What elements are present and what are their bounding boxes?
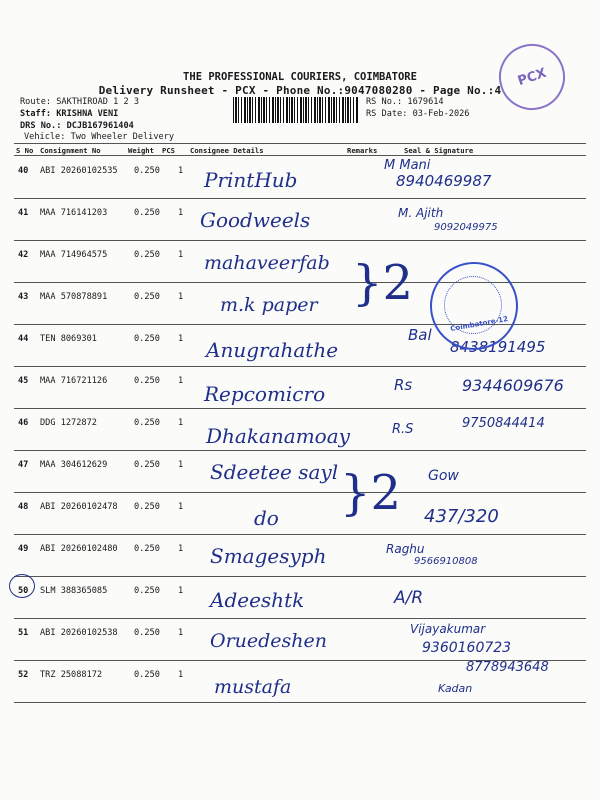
row-consignee: Oruedeshen — [210, 630, 328, 652]
route-label: Route: SAKTHIROAD 1 2 3 — [20, 97, 139, 107]
row-divider — [14, 366, 586, 367]
brace-mark: }2 — [340, 465, 402, 521]
col-consignment: Consignment No — [40, 146, 101, 155]
row-phone: 8940469987 — [396, 172, 492, 190]
row-phone: 9344609676 — [462, 376, 564, 395]
row-signature: Bal — [408, 326, 432, 344]
row-sno: 47 — [18, 460, 29, 470]
row-sno: 49 — [18, 544, 29, 554]
row-weight: 0.250 — [134, 166, 160, 176]
rs-date: RS Date: 03-Feb-2026 — [366, 109, 470, 119]
table-row — [14, 660, 586, 702]
row-signature: Rs — [394, 376, 413, 394]
row-signature: Vijayakumar — [410, 622, 486, 636]
row-sno: 41 — [18, 208, 29, 218]
row-consignee: mustafa — [214, 676, 292, 698]
row-sno: 44 — [18, 334, 29, 344]
table-row — [14, 576, 586, 618]
row-weight: 0.250 — [134, 250, 160, 260]
brace-mark: }2 — [352, 255, 414, 311]
row-sno: 51 — [18, 628, 29, 638]
header-top-rule — [14, 143, 586, 144]
row-pcs: 1 — [178, 670, 184, 680]
row-sno: 52 — [18, 670, 29, 680]
row-sno: 50 — [18, 586, 29, 596]
row-consignment: MAA 716721126 — [40, 376, 108, 386]
table-row — [14, 366, 586, 408]
row-phone: 9360160723 — [422, 640, 512, 656]
row-consignee: m.k paper — [220, 294, 318, 316]
row-divider — [14, 240, 586, 241]
row-pcs: 1 — [178, 334, 184, 344]
col-pcs: PCS — [162, 146, 175, 155]
row-signature: R.S — [392, 422, 414, 437]
row-pcs: 1 — [178, 250, 184, 260]
row-weight: 0.250 — [134, 502, 160, 512]
row-consignment: MAA 716141203 — [40, 208, 108, 218]
staff-label: Staff: KRISHNA VENI — [20, 109, 119, 119]
row-signature: 8778943648 — [466, 660, 549, 675]
row-consignee: Goodweels — [200, 208, 311, 232]
row-pcs: 1 — [178, 292, 184, 302]
row-phone: 437/320 — [424, 506, 499, 527]
col-sno: S No — [16, 146, 34, 155]
table-row — [14, 450, 586, 492]
table-row — [14, 156, 586, 198]
row-consignment: MAA 304612629 — [40, 460, 108, 470]
row-weight: 0.250 — [134, 292, 160, 302]
circled-row-mark — [9, 574, 35, 598]
row-pcs: 1 — [178, 418, 184, 428]
table-row — [14, 492, 586, 534]
row-signature: M Mani — [384, 158, 431, 173]
row-phone: 9566910808 — [414, 556, 478, 567]
table-row — [14, 534, 586, 576]
round-seal-stamp — [430, 262, 518, 350]
row-signature: M. Ajith — [398, 206, 444, 220]
col-consignee: Consignee Details — [190, 146, 264, 155]
pcx-stamp: PCX — [490, 35, 573, 118]
row-weight: 0.250 — [134, 544, 160, 554]
row-consignee: do — [254, 506, 279, 530]
barcode — [233, 97, 359, 123]
row-divider — [14, 660, 586, 661]
row-divider — [14, 576, 586, 577]
row-signature: A/R — [394, 588, 424, 608]
row-signature: Raghu — [386, 542, 425, 556]
row-divider — [14, 450, 586, 451]
row-divider — [14, 198, 586, 199]
row-consignee: Dhakanamoay — [206, 424, 350, 448]
row-signature: Gow — [428, 468, 459, 484]
row-pcs: 1 — [178, 544, 184, 554]
row-consignment: TRZ 25088172 — [40, 670, 103, 680]
row-divider — [14, 618, 586, 619]
row-divider — [14, 492, 586, 493]
row-consignee: Sdeetee sayl — [210, 460, 339, 484]
row-sno: 40 — [18, 166, 29, 176]
company-title: THE PROFESSIONAL COURIERS, COIMBATORE — [183, 71, 417, 83]
row-consignee: Smagesyph — [210, 544, 327, 568]
row-consignment: DDG 1272872 — [40, 418, 97, 428]
row-consignment: ABI 20260102480 — [40, 544, 118, 554]
row-consignment: ABI 20260102538 — [40, 628, 118, 638]
row-pcs: 1 — [178, 502, 184, 512]
row-sno: 43 — [18, 292, 29, 302]
row-weight: 0.250 — [134, 334, 160, 344]
row-weight: 0.250 — [134, 586, 160, 596]
row-weight: 0.250 — [134, 628, 160, 638]
row-consignment: SLM 388365085 — [40, 586, 108, 596]
row-consignment: ABI 20260102535 — [40, 166, 118, 176]
row-weight: 0.250 — [134, 376, 160, 386]
row-consignee: Anugrahathe — [206, 338, 339, 362]
row-phone: 9750844414 — [462, 416, 545, 431]
row-sno: 45 — [18, 376, 29, 386]
row-pcs: 1 — [178, 208, 184, 218]
table-row — [14, 618, 586, 660]
seal-text: Coimbatore-12 — [449, 314, 509, 334]
row-pcs: 1 — [178, 166, 184, 176]
row-divider — [14, 534, 586, 535]
row-sno: 46 — [18, 418, 29, 428]
drs-label: DRS No.: DCJB167961404 — [20, 121, 134, 131]
col-weight: Weight — [128, 146, 154, 155]
row-weight: 0.250 — [134, 460, 160, 470]
row-pcs: 1 — [178, 628, 184, 638]
row-pcs: 1 — [178, 376, 184, 386]
row-consignee: Repcomicro — [204, 382, 326, 406]
row-pcs: 1 — [178, 460, 184, 470]
table-row — [14, 198, 586, 240]
row-divider — [14, 702, 586, 703]
row-sno: 42 — [18, 250, 29, 260]
row-weight: 0.250 — [134, 418, 160, 428]
runsheet-title: Delivery Runsheet - PCX - Phone No.:9047080280 - Page No.:4 — [98, 84, 502, 97]
row-consignee: mahaveerfab — [204, 252, 330, 274]
row-consignment: MAA 714964575 — [40, 250, 108, 260]
row-phone: 8438191495 — [450, 338, 546, 356]
col-seal: Seal & Signature — [404, 146, 474, 155]
row-consignment: ABI 20260102478 — [40, 502, 118, 512]
row-consignee: PrintHub — [204, 168, 298, 192]
row-extra-signature: Kadan — [438, 682, 473, 695]
row-consignment: TEN 8069301 — [40, 334, 97, 344]
row-pcs: 1 — [178, 586, 184, 596]
row-divider — [14, 408, 586, 409]
row-phone: 9092049975 — [434, 222, 498, 233]
rs-number: RS No.: 1679614 — [366, 97, 444, 107]
row-consignee: Adeeshtk — [210, 588, 305, 612]
table-row — [14, 408, 586, 450]
row-sno: 48 — [18, 502, 29, 512]
vehicle-label: Vehicle: Two Wheeler Delivery — [24, 132, 175, 142]
col-remarks: Remarks — [347, 146, 378, 155]
row-weight: 0.250 — [134, 670, 160, 680]
row-weight: 0.250 — [134, 208, 160, 218]
row-consignment: MAA 570878891 — [40, 292, 108, 302]
